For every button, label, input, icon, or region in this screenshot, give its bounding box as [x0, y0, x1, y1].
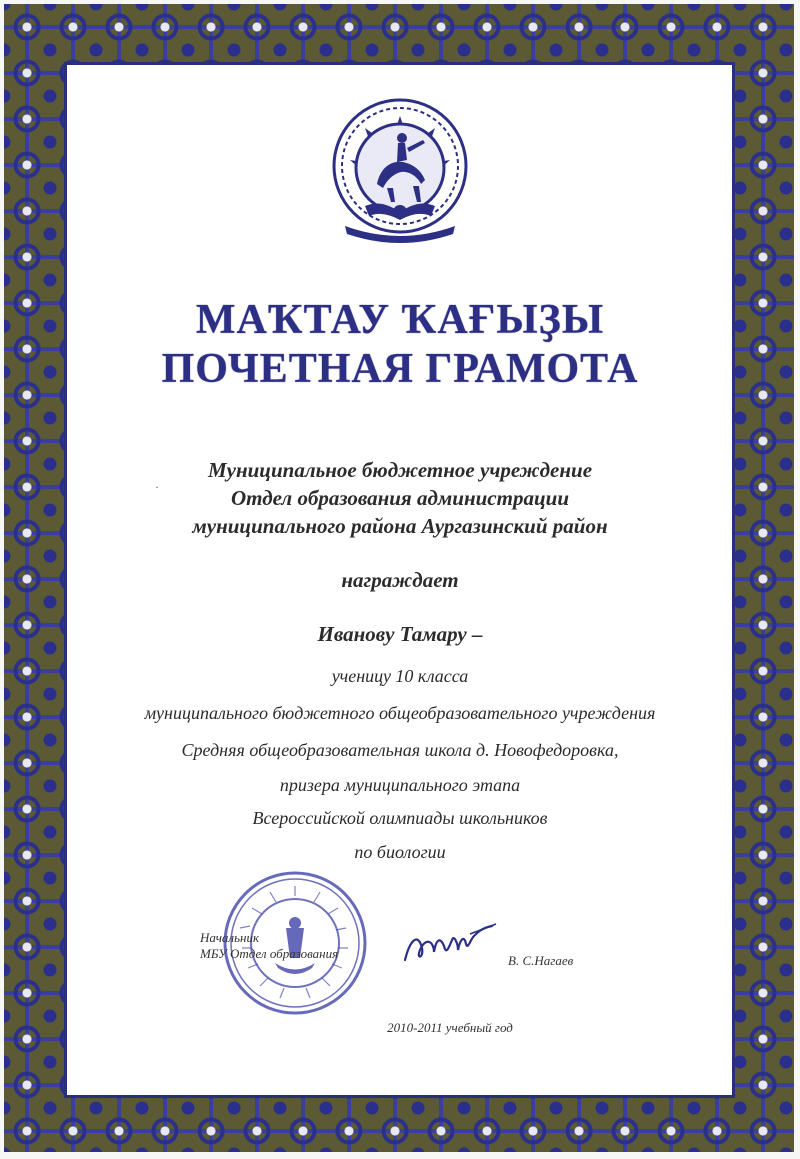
signature-name: В. С.Нагаев	[508, 953, 574, 968]
title-russian: ПОЧЕТНАЯ ГРАМОТА	[161, 346, 639, 392]
recipient-name: Иванову Тамару –	[317, 622, 483, 646]
signature-title-line-2: МБУ Отдел образования	[200, 946, 339, 961]
organization-line-2: Отдел образования администрации	[230, 486, 570, 510]
signature-title	[200, 930, 338, 962]
awards-text: награждает	[341, 568, 459, 592]
title-bashkir: МАҠТАУ ҠАҒЫҘЫ	[195, 297, 605, 343]
details-line-1: ученицу 10 класса	[331, 666, 469, 686]
organization-line-3: муниципального района Аургазинский район	[192, 514, 608, 538]
bashkortostan-emblem-icon	[325, 88, 475, 243]
details-line-2: муниципального бюджетного общеобразовательного учреждения	[144, 703, 656, 723]
handwritten-signature-icon	[400, 920, 500, 970]
details-line-4: призера муниципального этапа	[279, 775, 521, 795]
school-year: 2010-2011 учебный год	[387, 1020, 513, 1035]
stray-mark: ·	[155, 480, 159, 494]
details-line-6: по биологии	[354, 842, 446, 862]
details-line-5: Всероссийской олимпиады школьников	[252, 808, 548, 828]
signature-title-line-1: Начальник	[200, 930, 260, 945]
details-line-3: Средняя общеобразовательная школа д. Новофедоровка,	[181, 740, 619, 760]
organization-line-1: Муниципальное бюджетное учреждение	[207, 458, 593, 482]
